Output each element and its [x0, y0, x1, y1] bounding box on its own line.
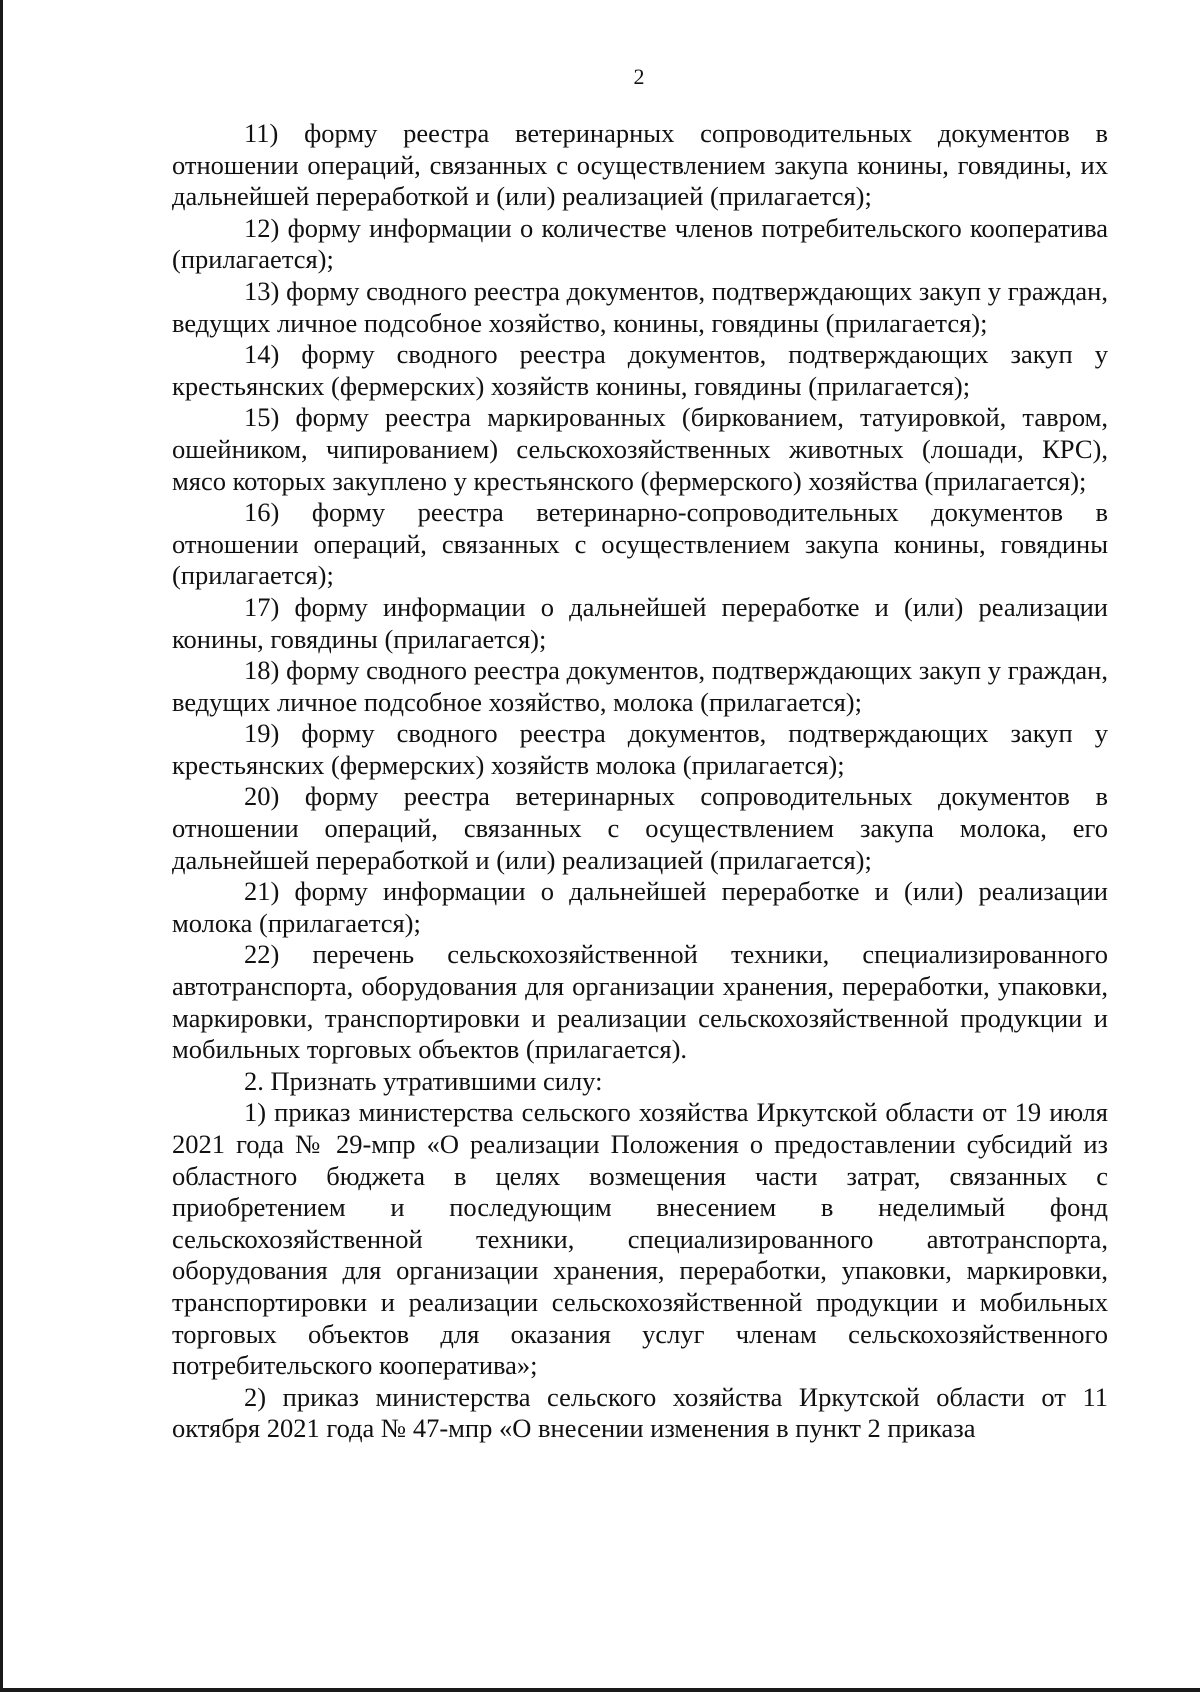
list-item-17: 17) форму информации о дальнейшей переработке и (или) реализации конины, говядины (прилагается);: [172, 591, 1108, 654]
list-item-13: 13) форму сводного реестра документов, подтверждающих закуп у граждан, ведущих личное подсобное хозяйство, конины, говядины (прилагается);: [172, 275, 1108, 338]
list-item-22: 22) перечень сельскохозяйственной техники, специализированного автотранспорта, оборудования для организации хранения, переработки, упаковки, маркировки, транспортировки и реализации сельскохозяйственной продукции и мобильных торговых объектов (прилагается).: [172, 939, 1108, 1065]
list-item-15: 15) форму реестра маркированных (биркованием, татуировкой, тавром, ошейником, чипированием) сельскохозяйственных животных (лошади, КРС), мясо которых закуплено у крестьянского (фермерского) хозяйства (прилагается);: [172, 402, 1108, 496]
list-item-18: 18) форму сводного реестра документов, подтверждающих закуп у граждан, ведущих личное подсобное хозяйство, молока (прилагается);: [172, 655, 1108, 717]
list-item-11: 11) форму реестра ветеринарных сопроводительных документов в отношении операций, связанных с осуществлением закупа конины, говядины, их дальнейшей переработкой и (или) реализацией (прилагается);: [172, 118, 1108, 212]
page-number: 2: [633, 64, 645, 89]
list-item-14: 14) форму сводного реестра документов, подтверждающих закуп у крестьянских (фермерских) хозяйств конины, говядины (прилагается);: [172, 339, 1108, 401]
list-item-12: 12) форму информации о количестве членов потребительского кооператива (прилагается);: [172, 212, 1108, 275]
repeal-item-1: 1) приказ министерства сельского хозяйства Иркутской области от 19 июля 2021 года № 29-мпр «О реализации Положения о предоставлении субсидий из областного бюджета в целях возмещения части затрат, связанных с приобретением и последующим внесением в неделимый фонд сельскохозяйственной техники, специализированного автотранспорта, оборудования для организации хранения, переработки, упаковки, маркировки, транспортировки и реализации сельскохозяйственной продукции и мобильных торговых объектов для оказания услуг членам сельскохозяйственного потребительского кооператива»;: [172, 1097, 1108, 1381]
list-item-16: 16) форму реестра ветеринарно-сопроводительных документов в отношении операций, связанных с осуществлением закупа конины, говядины (прилагается);: [172, 497, 1108, 591]
list-item-20: 20) форму реестра ветеринарных сопроводительных документов в отношении операций, связанных с осуществлением закупа молока, его дальнейшей переработкой и (или) реализацией (прилагается);: [172, 781, 1108, 875]
scan-edge-left: [0, 0, 3, 1692]
scan-edge-bottom: [0, 1688, 1200, 1692]
document-body: [172, 118, 1108, 1445]
list-item-19: 19) форму сводного реестра документов, подтверждающих закуп у крестьянских (фермерских) хозяйств молока (прилагается);: [172, 718, 1108, 780]
section-2-heading: 2. Признать утратившими силу:: [244, 1065, 603, 1096]
repeal-item-2: 2) приказ министерства сельского хозяйства Иркутской области от 11 октября 2021 года № 47-мпр «О внесении изменения в пункт 2 приказа: [172, 1381, 1108, 1444]
list-item-21: 21) форму информации о дальнейшей переработке и (или) реализации молока (прилагается);: [172, 876, 1108, 938]
